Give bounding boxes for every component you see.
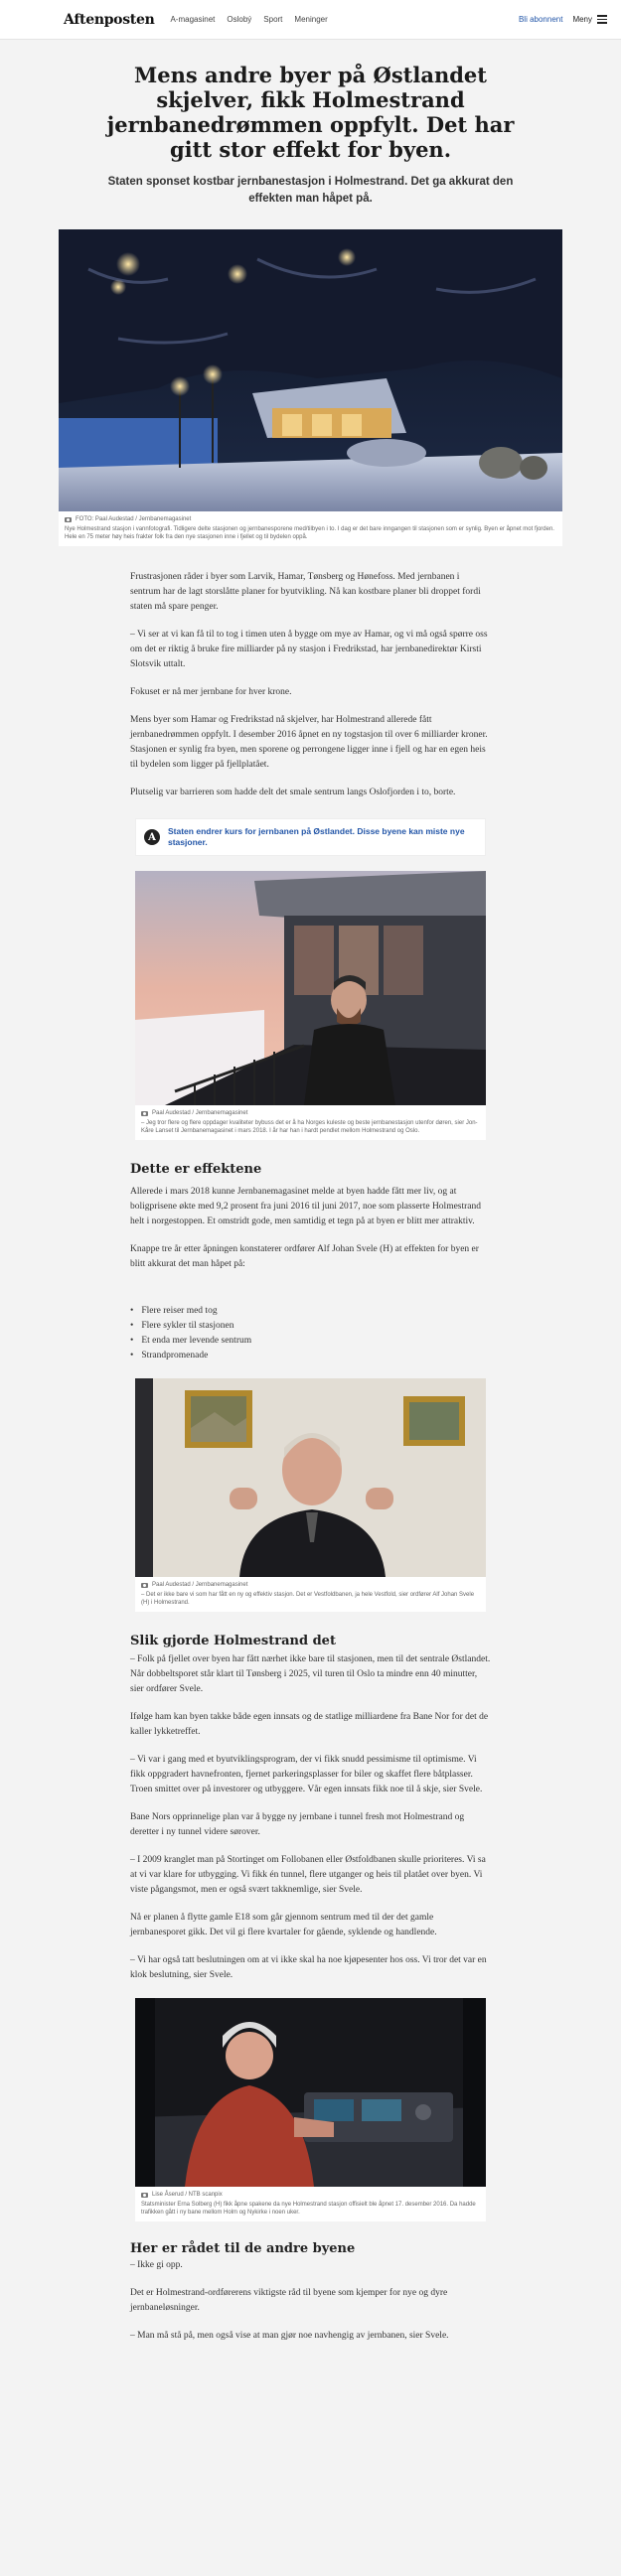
article-body-2: [130, 1162, 491, 1363]
section-heading: Slik gjorde Holmestrand det: [130, 1634, 336, 1648]
hero-credit: FOTO: Paal Audestad / Jernbanemagasinet: [76, 516, 192, 522]
figure-pm-train: [135, 1998, 486, 2221]
list-item: • Flere sykler til stasjonen: [130, 1319, 491, 1334]
figure-credit: Paal Audestad / Jernbanemagasinet: [152, 1582, 248, 1588]
paragraph: Nå er planen å flytte gamle E18 som går gjennom sentrum med til der det gamle jernbanesporet gikk. Det vil gi flere kvartaler for gående, syklende og handlende.: [130, 1913, 437, 1937]
paragraph: Allerede i mars 2018 kunne Jernbanemagasinet melde at byen hadde fått mer liv, og at boligprisene økte med 9,2 prosent fra juni 2016 til juni 2017, noe som plasserte Holmestrand helt i norgestoppen. Et omstridt gode, men samtidig et tegn på at byen er blitt mer attraktiv.: [130, 1187, 482, 1226]
camera-icon: [141, 1111, 148, 1116]
effects-list: [130, 1304, 491, 1363]
related-article-link[interactable]: [135, 818, 486, 856]
figure-caption-text: – Jeg tror flere og flere oppdager kvaliteter bybuss det er å ha Norges kuleste og beste jernbanestasjon utenfor døren, sier Jon-Kåre Lanset til Jernbanemagasinet i mars 2018. I år har han i hardt pendlet mellom Holmestrand og Oslo.: [141, 1120, 478, 1134]
article-title: Mens andre byer på Østlandet skjelver, fikk Holmestrand jernbanedrømmen oppfylt. Det har gitt stor effekt for byen.: [106, 63, 515, 162]
figure-caption-text: Statsminister Erna Solberg (H) fikk åpne spakene da nye Holmestrand stasjon offisielt ble åpnet 17. desember 2016. Da hadde trafikken gått i ny bane mellom Holm og Nykirke i noen uker.: [141, 2202, 476, 2216]
hamburger-icon: [597, 15, 607, 24]
image-pm-in-train-cab[interactable]: [135, 1998, 486, 2187]
figure-caption: [135, 2187, 486, 2221]
image-man-at-station[interactable]: [135, 871, 486, 1105]
paragraph: Plutselig var barrieren som hadde delt det smale sentrum langs Oslofjorden i to, borte.: [130, 787, 456, 797]
paragraph: – Vi var i gang med et byutviklingsprogram, der vi fikk snudd pessimisme til optimisme. Vi fikk oppgradert havnefronten, fjernet parkeringsplasser for biler og skaffet flere båtplasser. Troen smittet over på investorer og utbyggere. Vår egen innsats fikk noe til å skje, sier Svele.: [130, 1755, 483, 1794]
article-body-4: [130, 2241, 491, 2344]
image-mayor-portrait[interactable]: [135, 1378, 486, 1577]
paragraph: – Man må stå på, men også vise at man gjør noe navhengig av jernbanen, sier Svele.: [130, 2331, 449, 2341]
site-logo[interactable]: Aftenposten: [64, 11, 155, 28]
paragraph: – I 2009 kranglet man på Stortinget om Follobanen eller Østfoldbanen skulle prioriteres. Vi sa at vi var klare for utbygging. Vi fikk én tunnel, flere utganger og heis til platået over byen. Vi viste pågangsmot, men er også svært takknemlige, sier Svele.: [130, 1855, 486, 1895]
figure-caption: [135, 1577, 486, 1612]
hero-caption: [59, 511, 562, 546]
figure-caption-text: – Det er ikke bare vi som har fått en ny og effektiv stasjon. Det er Vestfoldbanen, ja hele Vestfold, sier ordfører Alf Johan Svele (H) i Holmestrand.: [141, 1592, 475, 1606]
list-item: • Flere reiser med tog: [130, 1304, 491, 1319]
paragraph: Fokuset er nå mer jernbane for hver krone.: [130, 687, 292, 697]
top-navigation-bar: [0, 0, 621, 40]
figure-credit: Lise Åserud / NTB scanpix: [152, 2192, 223, 2198]
aftenposten-a-icon: A: [144, 829, 160, 845]
hero-figure: [59, 229, 562, 546]
nav-item-osloby[interactable]: Oslobý: [227, 15, 252, 24]
hero-caption-text: Nye Holmestrand stasjon i vannfotografi. Tidligere delte stasjonen og jernbanesporene med/tilbyen i to. I dag er det bare inngangen til stasjonen som er synlig. Byen er åpnet mot fjorden. Hele en 75 meter høy heis frakter folk fra den nye stasjonen inne i fjellet og til bydelen oppå.: [65, 526, 554, 540]
paragraph: Det er Holmestrand-ordførerens viktigste råd til byene som kjemper for nye og dyre jernbaneløsninger.: [130, 2288, 448, 2313]
list-item: • Et enda mer levende sentrum: [130, 1334, 491, 1349]
paragraph: – Vi ser at vi kan få til to tog i timen uten å bygge om mye av Hamar, og vi må også spørre oss om det er riktig å bruke fire milliarder på ny stasjon i Fredrikstad, har jernbanedirektør Kirsti Slotsvik uttalt.: [130, 630, 488, 669]
menu-button[interactable]: [572, 15, 607, 24]
camera-icon: [141, 2193, 148, 2198]
menu-label: Meny: [572, 15, 592, 24]
figure-credit: Paal Audestad / Jernbanemagasinet: [152, 1110, 248, 1116]
figure-caption: [135, 1105, 486, 1140]
figure-station-man: [135, 871, 486, 1140]
subscribe-link[interactable]: Bli abonnent: [518, 15, 563, 24]
paragraph: – Folk på fjellet over byen har fått nærhet ikke bare til stasjonen, men til det sentrale Østlandet. Når dobbeltsporet står klart til Tønsberg i 2025, vil turen til Oslo ta mindre enn 40 minutter, sier ordfører Svele.: [130, 1654, 491, 1694]
figure-mayor: [135, 1378, 486, 1612]
hero-image-station[interactable]: [59, 229, 562, 511]
camera-icon: [65, 517, 72, 522]
camera-icon: [141, 1583, 148, 1588]
section-heading: Her er rådet til de andre byene: [130, 2241, 356, 2256]
list-item: • Strandpromenade: [130, 1349, 491, 1363]
nav-item-a-magasinet[interactable]: A-magasinet: [170, 15, 216, 24]
nav-item-meninger[interactable]: Meninger: [294, 15, 328, 24]
paragraph: Bane Nors opprinnelige plan var å bygge ny jernbane i tunnel fresh mot Holmestrand og deretter i ny tunnel videre sørover.: [130, 1812, 465, 1837]
nav-item-sport[interactable]: Sport: [263, 15, 283, 24]
article-body-3: [130, 1634, 491, 1983]
paragraph: – Vi har også tatt beslutningen om at vi ikke skal ha noe kjøpesenter hos oss. Vi tror det var en klok beslutning, sier Svele.: [130, 1955, 487, 1980]
paragraph: Mens byer som Hamar og Fredrikstad nå skjelver, har Holmestrand allerede fått jernbanedrømmen oppfylt. I desember 2016 åpnet en ny togstasjon til over 6 milliarder kroner. Stasjonen er synlig fra byen, men sporene og perrongene ligger inne i fjell og har en egen heis til bydelen som ligger på fjellplatået.: [130, 715, 488, 770]
paragraph: Knappe tre år etter åpningen konstaterer ordfører Alf Johan Svele (H) at effekten for byen er blitt akkurat det man håpet på:: [130, 1244, 479, 1269]
paragraph: Frustrasjonen råder i byer som Larvik, Hamar, Tønsberg og Hønefoss. Med jernbanen i sentrum har de lagt storslåtte planer for byutvikling. Nå kan kostbare planer bli droppet fordi staten må spare penger.: [130, 572, 481, 612]
paragraph: – Ikke gi opp.: [130, 2260, 183, 2270]
article-lead: Staten sponset kostbar jernbanestasjon i Holmestrand. Det ga akkurat den effekten man håpet på.: [107, 176, 514, 205]
paragraph: Ifølge ham kan byen takke både egen innsats og de statlige milliardene fra Bane Nor for det de kaller lykketreffet.: [130, 1712, 489, 1737]
related-article-text: Staten endrer kurs for jernbanen på Østlandet. Disse byene kan miste nye stasjoner.: [168, 826, 465, 847]
main-nav: [170, 15, 519, 24]
article-body: [130, 570, 491, 800]
section-heading: Dette er effektene: [130, 1162, 262, 1177]
